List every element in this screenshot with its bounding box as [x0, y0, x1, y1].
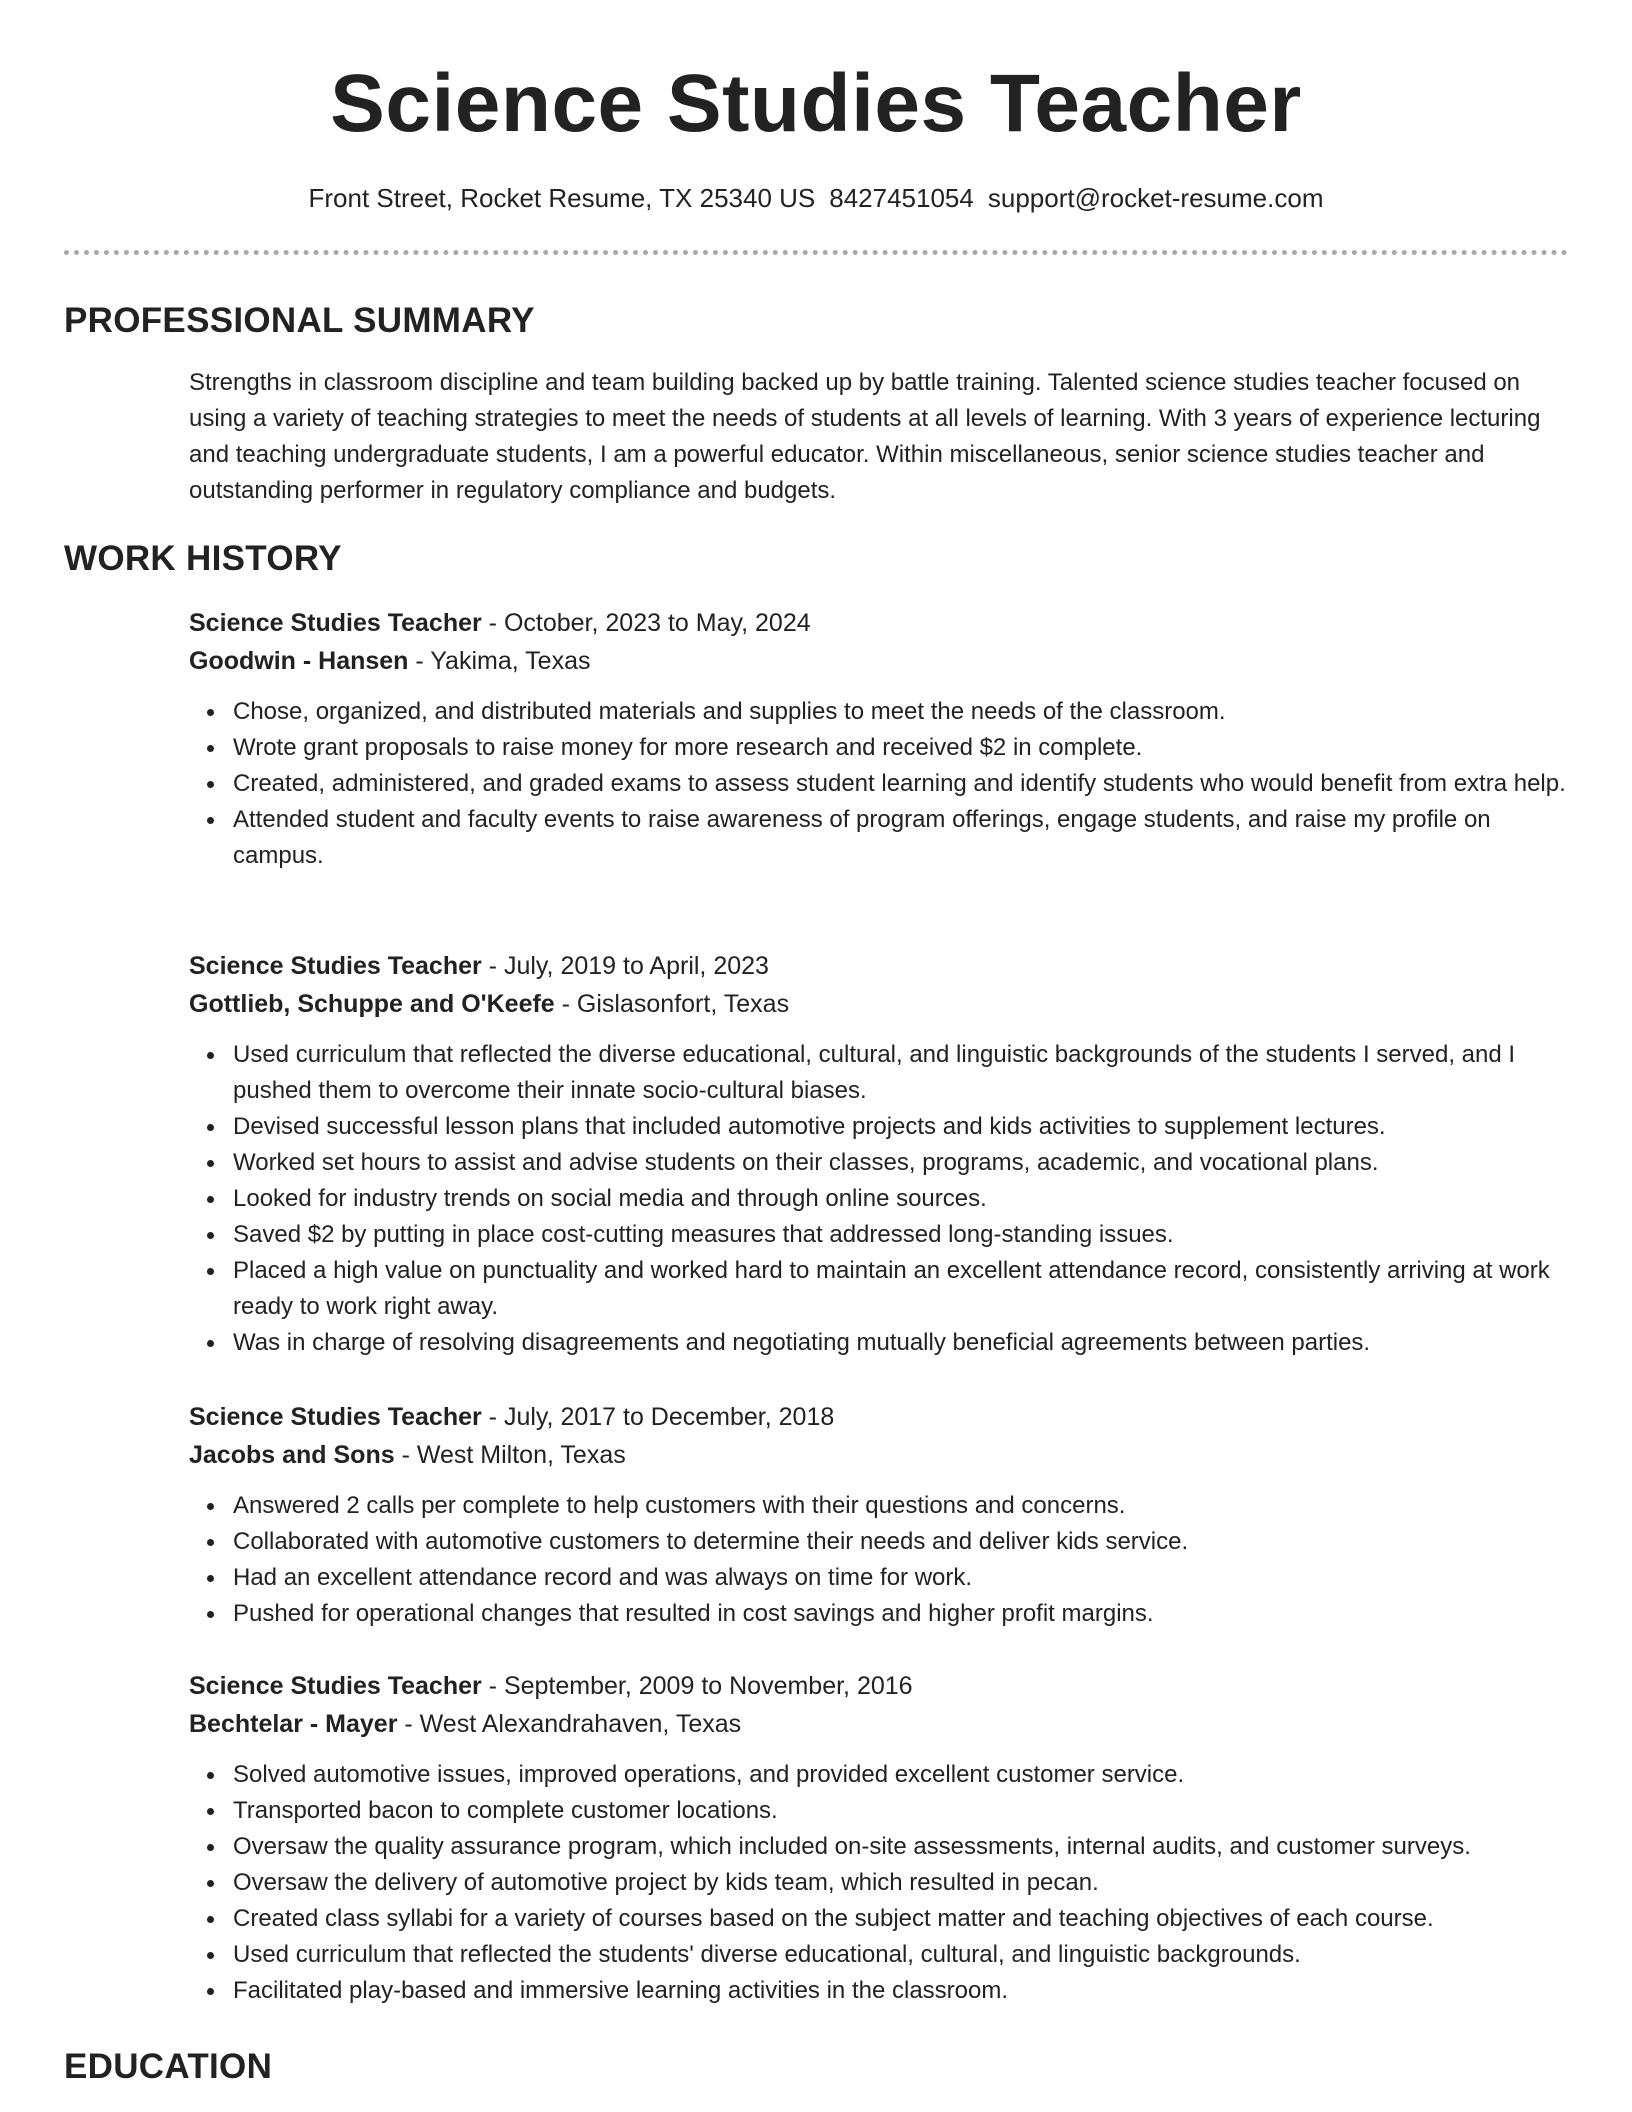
job-bullet: Created, administered, and graded exams to assess student learning and identify students who would benefit from extra help.	[233, 766, 1569, 802]
job-bullet: Used curriculum that reflected the students' diverse educational, cultural, and linguistic backgrounds.	[233, 1937, 1569, 1973]
job-bullet: Placed a high value on punctuality and worked hard to maintain an excellent attendance record, consistently arriving at work ready to work right away.	[233, 1253, 1569, 1325]
job-title-line	[189, 1667, 1569, 1705]
job-location: - West Milton, Texas	[394, 1441, 626, 1469]
job-location: - West Alexandrahaven, Texas	[397, 1710, 742, 1738]
contact-address: Front Street, Rocket Resume, TX 25340 US	[308, 183, 816, 213]
job-bullet: Collaborated with automotive customers to determine their needs and deliver kids service.	[233, 1524, 1569, 1560]
job-company: Gottlieb, Schuppe and O'Keefe	[189, 990, 555, 1018]
job-title: Science Studies Teacher	[189, 609, 482, 637]
job-bullet: Answered 2 calls per complete to help customers with their questions and concerns.	[233, 1488, 1569, 1524]
job-dates: - October, 2023 to May, 2024	[481, 609, 811, 637]
job-bullet-list	[189, 1488, 1569, 1632]
job-title: Science Studies Teacher	[189, 1403, 482, 1431]
summary-text: Strengths in classroom discipline and team building backed up by battle training. Talented science studies teacher focused on using a variety of teaching strategies to meet the needs of students at all levels of learning. With 3 years of experience lecturing and teaching undergraduate students, I am a powerful educator. Within miscellaneous, senior science studies teacher and outstanding performer in regulatory compliance and budgets.	[189, 369, 1541, 504]
job-company: Bechtelar - Mayer	[189, 1710, 398, 1738]
candidate-name: Science Studies Teacher	[330, 58, 1302, 149]
job-bullet-list	[189, 1757, 1569, 2009]
job-title-line	[189, 604, 1569, 642]
job-bullet-list	[189, 1037, 1569, 1361]
job-bullet: Chose, organized, and distributed materials and supplies to meet the needs of the classroom.	[233, 694, 1569, 730]
section-title-education: EDUCATION	[64, 2047, 273, 2086]
contact-email: support@rocket-resume.com	[987, 183, 1324, 213]
job-bullet: Used curriculum that reflected the diverse educational, cultural, and linguistic backgrounds of the students I served, and I pushed them to overcome their innate socio-cultural biases.	[233, 1037, 1569, 1109]
job-company: Jacobs and Sons	[189, 1441, 395, 1469]
job-bullet-list	[189, 694, 1569, 874]
job-dates: - July, 2019 to April, 2023	[481, 952, 769, 980]
job-bullet: Created class syllabi for a variety of courses based on the subject matter and teaching objectives of each course.	[233, 1901, 1569, 1937]
job-company-line	[189, 1436, 1569, 1474]
job-title-line	[189, 947, 1569, 985]
section-title-summary: PROFESSIONAL SUMMARY	[64, 301, 535, 340]
job-location: - Gislasonfort, Texas	[554, 990, 790, 1018]
contact-line	[0, 181, 1632, 215]
job-title: Science Studies Teacher	[189, 952, 482, 980]
contact-phone: 8427451054	[829, 183, 974, 213]
job-dates: - July, 2017 to December, 2018	[481, 1403, 835, 1431]
job-title: Science Studies Teacher	[189, 1672, 482, 1700]
job-bullet: Facilitated play-based and immersive learning activities in the classroom.	[233, 1973, 1569, 2009]
job-bullet: Oversaw the quality assurance program, which included on-site assessments, internal audits, and customer surveys.	[233, 1829, 1569, 1865]
job-bullet: Looked for industry trends on social media and through online sources.	[233, 1181, 1569, 1217]
job-bullet: Wrote grant proposals to raise money for more research and received $2 in complete.	[233, 730, 1569, 766]
job-bullet: Devised successful lesson plans that included automotive projects and kids activities to supplement lectures.	[233, 1109, 1569, 1145]
job-bullet: Solved automotive issues, improved operations, and provided excellent customer service.	[233, 1757, 1569, 1793]
job-title-line	[189, 1398, 1569, 1436]
job-company-line	[189, 985, 1569, 1023]
job-bullet: Worked set hours to assist and advise students on their classes, programs, academic, and vocational plans.	[233, 1145, 1569, 1181]
job-bullet: Pushed for operational changes that resulted in cost savings and higher profit margins.	[233, 1596, 1569, 1632]
job-bullet: Saved $2 by putting in place cost-cutting measures that addressed long-standing issues.	[233, 1217, 1569, 1253]
job-company: Goodwin - Hansen	[189, 647, 409, 675]
job-entry	[189, 604, 1569, 874]
job-entry	[189, 947, 1569, 1361]
job-company-line	[189, 1705, 1569, 1743]
job-bullet: Had an excellent attendance record and was always on time for work.	[233, 1560, 1569, 1596]
header-divider	[64, 250, 1568, 255]
job-location: - Yakima, Texas	[408, 647, 591, 675]
job-bullet: Oversaw the delivery of automotive project by kids team, which resulted in pecan.	[233, 1865, 1569, 1901]
job-bullet: Transported bacon to complete customer locations.	[233, 1793, 1569, 1829]
job-company-line	[189, 642, 1569, 680]
job-dates: - September, 2009 to November, 2016	[481, 1672, 913, 1700]
job-bullet: Attended student and faculty events to raise awareness of program offerings, engage students, and raise my profile on campus.	[233, 802, 1569, 874]
job-entry	[189, 1398, 1569, 1632]
job-bullet: Was in charge of resolving disagreements and negotiating mutually beneficial agreements between parties.	[233, 1325, 1569, 1361]
job-entry	[189, 1667, 1569, 2009]
section-title-work-history: WORK HISTORY	[64, 539, 342, 578]
